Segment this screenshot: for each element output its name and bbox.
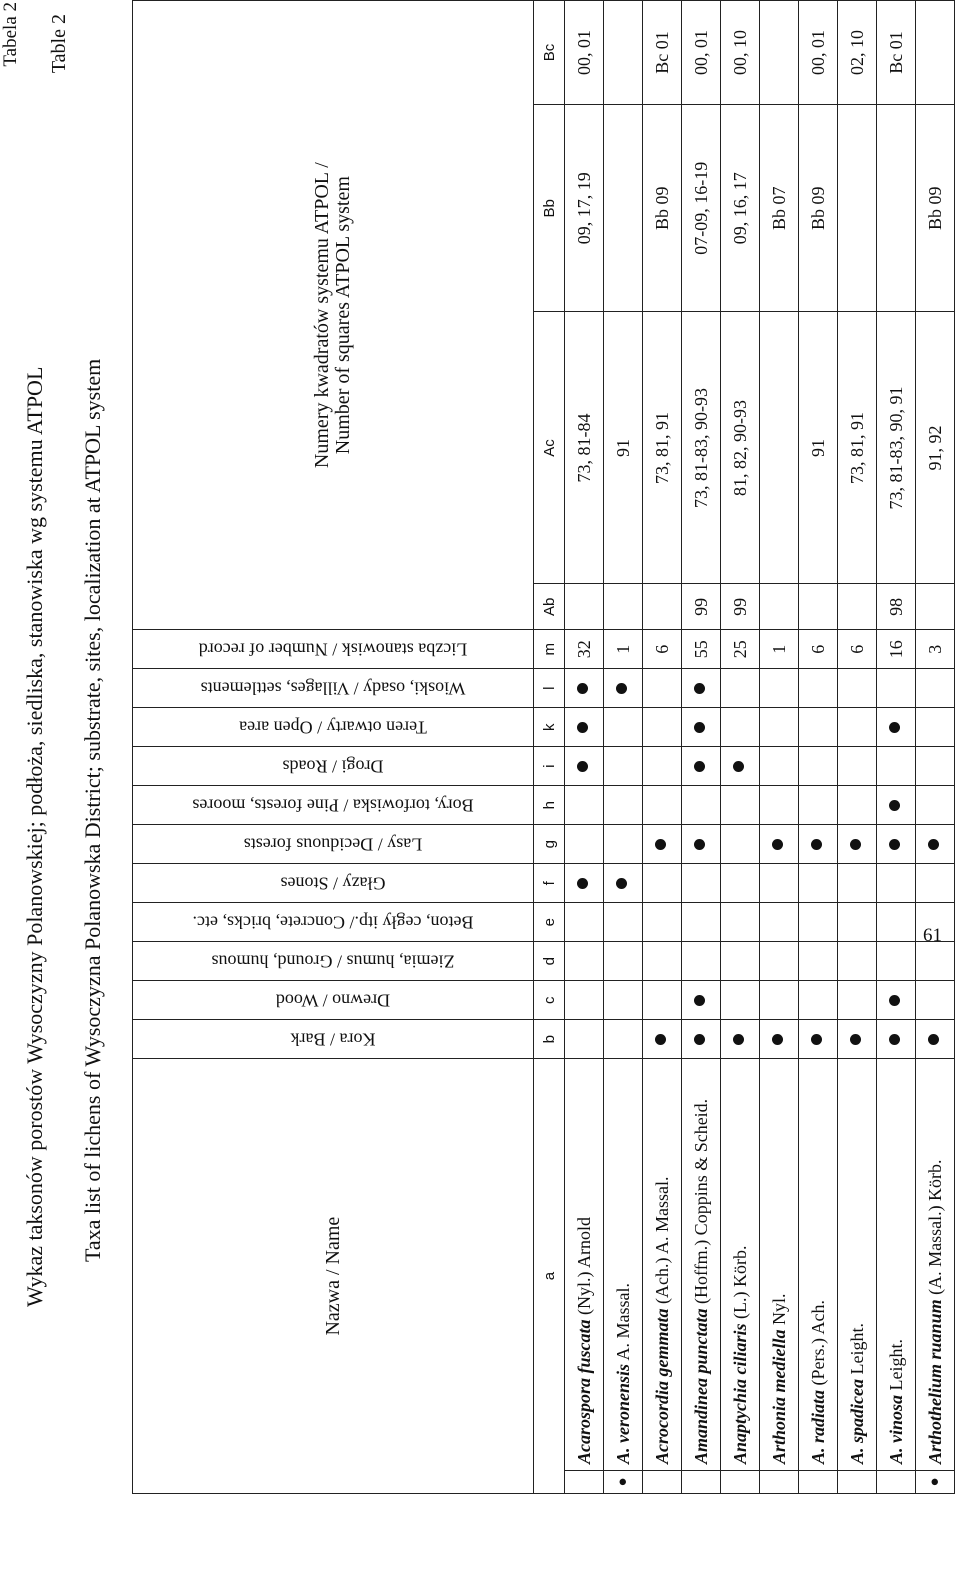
- record-count: 1: [604, 630, 643, 669]
- taxon-author: (A. Massal.) Körb.: [924, 1159, 945, 1300]
- atpol-bc: 00, 01: [565, 1, 604, 105]
- taxon-author: (Pers.) Ach.: [807, 1300, 828, 1390]
- atpol-bc: [916, 1, 955, 105]
- presence-dot: [733, 1034, 744, 1045]
- taxon-name: [877, 1059, 916, 1471]
- presence-dot: [694, 761, 705, 772]
- table-row: [682, 1, 721, 1494]
- substrate-cell: [877, 669, 916, 708]
- title-polish: Wykaz taksonów porostów Wysoczyzny Polanowskiej; podłoża, siedliska, stanowiska wg systemu ATPOL: [22, 366, 47, 1307]
- column-header: [133, 981, 534, 1020]
- letter-cell: a: [534, 1059, 565, 1494]
- new-record-marker: [565, 1471, 604, 1494]
- atpol-ab: [565, 584, 604, 630]
- letter-cell: e: [534, 903, 565, 942]
- column-header: [133, 825, 534, 864]
- substrate-cell: [682, 825, 721, 864]
- presence-dot: [850, 1034, 861, 1045]
- substrate-cell: [916, 747, 955, 786]
- substrate-cell: [877, 903, 916, 942]
- presence-dot: [772, 1034, 783, 1045]
- taxon-name: [643, 1059, 682, 1471]
- record-count: 25: [721, 630, 760, 669]
- substrate-cell: [721, 981, 760, 1020]
- name-column-header: Nazwa / Name: [133, 1059, 534, 1494]
- substrate-cell: [799, 786, 838, 825]
- substrate-cell: [721, 786, 760, 825]
- substrate-cell: [643, 1020, 682, 1059]
- atpol-bb: Bb 09: [916, 105, 955, 312]
- substrate-cell: [721, 942, 760, 981]
- presence-dot: [889, 722, 900, 733]
- letter-row: [534, 1, 565, 1494]
- presence-dot: [577, 878, 588, 889]
- presence-dot: [577, 761, 588, 772]
- substrate-cell: [682, 669, 721, 708]
- substrate-cell: [565, 981, 604, 1020]
- substrate-cell: [721, 864, 760, 903]
- presence-dot: [928, 1034, 939, 1045]
- substrate-cell: [721, 1020, 760, 1059]
- presence-dot: [694, 722, 705, 733]
- presence-dot: [928, 839, 939, 850]
- record-count: 6: [643, 630, 682, 669]
- taxon-name: [838, 1059, 877, 1471]
- substrate-cell: [877, 942, 916, 981]
- taxon-name: [760, 1059, 799, 1471]
- substrate-cell: [643, 864, 682, 903]
- taxon-species: A. veronensis: [612, 1363, 633, 1464]
- presence-dot: [811, 839, 822, 850]
- substrate-cell: [799, 825, 838, 864]
- substrate-cell: [682, 981, 721, 1020]
- letter-cell: Bc: [534, 1, 565, 105]
- taxon-name: [604, 1059, 643, 1471]
- letter-cell: h: [534, 786, 565, 825]
- substrate-cell: [604, 903, 643, 942]
- substrate-cell: [682, 903, 721, 942]
- substrate-cell: [838, 669, 877, 708]
- atpol-bb: [604, 105, 643, 312]
- letter-cell: d: [534, 942, 565, 981]
- taxon-author: Nyl.: [768, 1293, 789, 1330]
- taxon-species: A. spadicea: [846, 1379, 867, 1464]
- taxon-name: [682, 1059, 721, 1471]
- substrate-cell: [838, 864, 877, 903]
- substrate-cell: [565, 786, 604, 825]
- new-record-marker: [838, 1471, 877, 1494]
- column-header-label: Lasy / Deciduous forests: [243, 834, 423, 855]
- substrate-cell: [721, 825, 760, 864]
- letter-cell: Ac: [534, 312, 565, 584]
- taxon-name: [916, 1059, 955, 1471]
- presence-dot: [577, 722, 588, 733]
- taxon-author: Leight.: [885, 1338, 906, 1395]
- atpol-bb: [877, 105, 916, 312]
- substrate-cell: [760, 825, 799, 864]
- column-header-label: Teren otwarty / Open area: [239, 717, 427, 738]
- letter-cell: l: [534, 669, 565, 708]
- substrate-cell: [877, 786, 916, 825]
- substrate-cell: [838, 708, 877, 747]
- presence-dot: [772, 839, 783, 850]
- substrate-cell: [760, 864, 799, 903]
- substrate-cell: [916, 1020, 955, 1059]
- letter-cell: m: [534, 630, 565, 669]
- substrate-cell: [799, 669, 838, 708]
- column-header-label: Ziemia, humus / Ground, humous: [211, 951, 455, 972]
- taxon-species: A. radiata: [807, 1389, 828, 1464]
- taxon-name: [565, 1059, 604, 1471]
- substrate-cell: [565, 942, 604, 981]
- taxon-author: (L.) Körb.: [729, 1245, 750, 1324]
- atpol-bc: Bc 01: [877, 1, 916, 105]
- record-count: 16: [877, 630, 916, 669]
- atpol-ab: 99: [682, 584, 721, 630]
- substrate-cell: [643, 981, 682, 1020]
- letter-cell: g: [534, 825, 565, 864]
- atpol-bc: Bc 01: [643, 1, 682, 105]
- presence-dot: [655, 1034, 666, 1045]
- atpol-ac: 81, 82, 90-93: [721, 312, 760, 584]
- substrate-cell: [877, 1020, 916, 1059]
- presence-dot: [694, 683, 705, 694]
- presence-dot: [577, 683, 588, 694]
- substrate-cell: [916, 708, 955, 747]
- substrate-cell: [604, 942, 643, 981]
- taxon-author: Leight.: [846, 1323, 867, 1379]
- taxon-species: Arthonia mediella: [768, 1329, 789, 1464]
- column-header: [133, 669, 534, 708]
- substrate-cell: [721, 669, 760, 708]
- record-count: 3: [916, 630, 955, 669]
- table-row: [643, 1, 682, 1494]
- table-row: [877, 1, 916, 1494]
- substrate-cell: [682, 708, 721, 747]
- atpol-ac: 91: [799, 312, 838, 584]
- table-row: [721, 1, 760, 1494]
- atpol-bc: 00, 01: [799, 1, 838, 105]
- letter-cell: i: [534, 747, 565, 786]
- record-count: 6: [838, 630, 877, 669]
- substrate-cell: [916, 942, 955, 981]
- presence-dot: [694, 839, 705, 850]
- substrate-cell: [916, 825, 955, 864]
- new-record-marker: [682, 1471, 721, 1494]
- substrate-cell: [604, 825, 643, 864]
- column-header: [133, 747, 534, 786]
- substrate-cell: [565, 903, 604, 942]
- substrate-cell: [565, 747, 604, 786]
- presence-dot: [889, 839, 900, 850]
- lichen-table-body: [133, 1, 955, 1494]
- atpol-bc: 00, 10: [721, 1, 760, 105]
- substrate-cell: [643, 708, 682, 747]
- substrate-cell: [682, 747, 721, 786]
- table-row: [916, 1, 955, 1494]
- header-row: [133, 1, 534, 1494]
- letter-cell: k: [534, 708, 565, 747]
- substrate-cell: [760, 942, 799, 981]
- atpol-ac: 91: [604, 312, 643, 584]
- substrate-cell: [838, 786, 877, 825]
- column-header: [133, 942, 534, 981]
- lichen-table: [132, 0, 955, 1494]
- presence-dot: [889, 800, 900, 811]
- substrate-cell: [838, 1020, 877, 1059]
- substrate-cell: [643, 942, 682, 981]
- substrate-cell: [799, 864, 838, 903]
- column-header-label: Głazy / Stones: [280, 873, 386, 894]
- substrate-cell: [643, 747, 682, 786]
- substrate-cell: [877, 747, 916, 786]
- atpol-ac: 73, 81-83, 90, 91: [877, 312, 916, 584]
- record-count: 55: [682, 630, 721, 669]
- table-label-en: Table 2: [48, 14, 70, 74]
- atpol-header: [133, 1, 534, 630]
- substrate-cell: [760, 981, 799, 1020]
- column-header: [133, 1020, 534, 1059]
- substrate-cell: [760, 747, 799, 786]
- substrate-cell: [877, 864, 916, 903]
- taxon-species: A. vinosa: [885, 1394, 906, 1464]
- substrate-cell: [604, 1020, 643, 1059]
- new-record-marker: [760, 1471, 799, 1494]
- taxon-author: A. Massal.: [612, 1282, 633, 1364]
- atpol-bb: Bb 07: [760, 105, 799, 312]
- substrate-cell: [643, 669, 682, 708]
- column-header-label: Beton, cegły itp./ Concrete, bricks, etc.: [192, 912, 474, 933]
- substrate-cell: [643, 825, 682, 864]
- taxon-author: (Nyl.) Arnold: [573, 1216, 594, 1320]
- substrate-cell: [838, 942, 877, 981]
- substrate-cell: [643, 903, 682, 942]
- presence-dot: [811, 1034, 822, 1045]
- column-header-label: Bory, torfowiska / Pine forests, moores: [192, 795, 474, 816]
- page-number: 61: [923, 925, 942, 946]
- taxon-author: (Ach.) A. Massal.: [651, 1176, 672, 1309]
- substrate-cell: [721, 903, 760, 942]
- substrate-cell: [643, 786, 682, 825]
- substrate-cell: [799, 942, 838, 981]
- new-record-marker: ●: [604, 1471, 643, 1494]
- substrate-cell: [604, 981, 643, 1020]
- column-header-label: Kora / Bark: [290, 1029, 376, 1050]
- atpol-ac: [760, 312, 799, 584]
- substrate-cell: [916, 981, 955, 1020]
- letter-cell: f: [534, 864, 565, 903]
- atpol-bb: Bb 09: [799, 105, 838, 312]
- atpol-ab: [799, 584, 838, 630]
- letter-cell: c: [534, 981, 565, 1020]
- presence-dot: [655, 839, 666, 850]
- table-row: [604, 1, 643, 1494]
- substrate-cell: [682, 1020, 721, 1059]
- presence-dot: [694, 995, 705, 1006]
- taxon-species: Arthothelium ruanum: [924, 1299, 945, 1464]
- record-count: 1: [760, 630, 799, 669]
- substrate-cell: [721, 708, 760, 747]
- substrate-cell: [877, 981, 916, 1020]
- column-header-label: Wioski, osady / Villages, settlements: [200, 678, 466, 699]
- presence-dot: [850, 839, 861, 850]
- atpol-ab: [838, 584, 877, 630]
- taxon-species: Acarospora fuscata: [573, 1319, 594, 1464]
- atpol-ab: [643, 584, 682, 630]
- new-record-marker: [799, 1471, 838, 1494]
- letter-cell: Ab: [534, 584, 565, 630]
- substrate-cell: [799, 1020, 838, 1059]
- substrate-cell: [799, 708, 838, 747]
- substrate-cell: [604, 786, 643, 825]
- taxon-name: [721, 1059, 760, 1471]
- column-header: [133, 903, 534, 942]
- substrate-cell: [877, 708, 916, 747]
- atpol-ac: 73, 81-83, 90-93: [682, 312, 721, 584]
- presence-dot: [616, 683, 627, 694]
- letter-cell: Bb: [534, 105, 565, 312]
- substrate-cell: [760, 786, 799, 825]
- atpol-bb: Bb 09: [643, 105, 682, 312]
- substrate-cell: [565, 1020, 604, 1059]
- substrate-cell: [682, 786, 721, 825]
- atpol-bc: [604, 1, 643, 105]
- column-header: [133, 708, 534, 747]
- atpol-ac: 73, 81-84: [565, 312, 604, 584]
- atpol-header-line2: Number of squares ATPOL system: [332, 176, 354, 455]
- substrate-cell: [799, 747, 838, 786]
- column-header: [133, 786, 534, 825]
- new-record-marker: [877, 1471, 916, 1494]
- column-header-label: Liczba stanowisk / Number of record: [198, 639, 468, 660]
- substrate-cell: [838, 981, 877, 1020]
- substrate-cell: [565, 864, 604, 903]
- substrate-cell: [877, 825, 916, 864]
- atpol-bb: 09, 16, 17: [721, 105, 760, 312]
- atpol-bb: 09, 17, 19: [565, 105, 604, 312]
- column-header: [133, 630, 534, 669]
- substrate-cell: [604, 669, 643, 708]
- taxon-name: [799, 1059, 838, 1471]
- atpol-bb: 07-09, 16-19: [682, 105, 721, 312]
- substrate-cell: [838, 825, 877, 864]
- title-english: Taxa list of lichens of Wysoczyzna Polanowska District; substrate, sites, localization at ATPOL system: [80, 358, 105, 1262]
- new-record-marker: ●: [916, 1471, 955, 1494]
- atpol-ab: 99: [721, 584, 760, 630]
- substrate-cell: [565, 708, 604, 747]
- atpol-ab: [916, 584, 955, 630]
- substrate-cell: [916, 864, 955, 903]
- atpol-ab: 98: [877, 584, 916, 630]
- table-row: [799, 1, 838, 1494]
- atpol-bb: [838, 105, 877, 312]
- taxon-species: Anaptychia ciliaris: [729, 1323, 750, 1464]
- substrate-cell: [916, 669, 955, 708]
- presence-dot: [889, 995, 900, 1006]
- substrate-cell: [760, 708, 799, 747]
- substrate-cell: [604, 747, 643, 786]
- presence-dot: [733, 761, 744, 772]
- column-header-label: Drewno / Wood: [275, 990, 391, 1011]
- substrate-cell: [838, 747, 877, 786]
- column-header-label: Drogi / Roads: [282, 756, 384, 777]
- substrate-cell: [565, 669, 604, 708]
- substrate-cell: [838, 903, 877, 942]
- substrate-cell: [760, 903, 799, 942]
- new-record-marker: [721, 1471, 760, 1494]
- atpol-ac: 91, 92: [916, 312, 955, 584]
- table-row: [838, 1, 877, 1494]
- table-row: [760, 1, 799, 1494]
- taxon-author: (Hoffm.) Coppins & Scheid.: [690, 1098, 711, 1309]
- taxon-species: Acrocordia gemmata: [651, 1308, 672, 1464]
- substrate-cell: [760, 1020, 799, 1059]
- substrate-cell: [799, 981, 838, 1020]
- substrate-cell: [604, 864, 643, 903]
- table-label-pl: Tabela 2: [0, 2, 21, 67]
- substrate-cell: [604, 708, 643, 747]
- table-row: [565, 1, 604, 1494]
- substrate-cell: [916, 786, 955, 825]
- atpol-bc: 02, 10: [838, 1, 877, 105]
- taxon-species: Amandinea punctata: [690, 1308, 711, 1464]
- atpol-ac: 73, 81, 91: [838, 312, 877, 584]
- atpol-bc: 00, 01: [682, 1, 721, 105]
- substrate-cell: [682, 942, 721, 981]
- presence-dot: [889, 1034, 900, 1045]
- atpol-ac: 73, 81, 91: [643, 312, 682, 584]
- atpol-header-line1: Numery kwadratów systemu ATPOL /: [311, 162, 333, 469]
- atpol-bc: [760, 1, 799, 105]
- record-count: 32: [565, 630, 604, 669]
- column-header: [133, 864, 534, 903]
- substrate-cell: [682, 864, 721, 903]
- letter-cell: b: [534, 1020, 565, 1059]
- presence-dot: [694, 1034, 705, 1045]
- substrate-cell: [760, 669, 799, 708]
- record-count: 6: [799, 630, 838, 669]
- substrate-cell: [721, 747, 760, 786]
- atpol-ab: [604, 584, 643, 630]
- atpol-ab: [760, 584, 799, 630]
- presence-dot: [616, 878, 627, 889]
- substrate-cell: [799, 903, 838, 942]
- new-record-marker: [643, 1471, 682, 1494]
- substrate-cell: [565, 825, 604, 864]
